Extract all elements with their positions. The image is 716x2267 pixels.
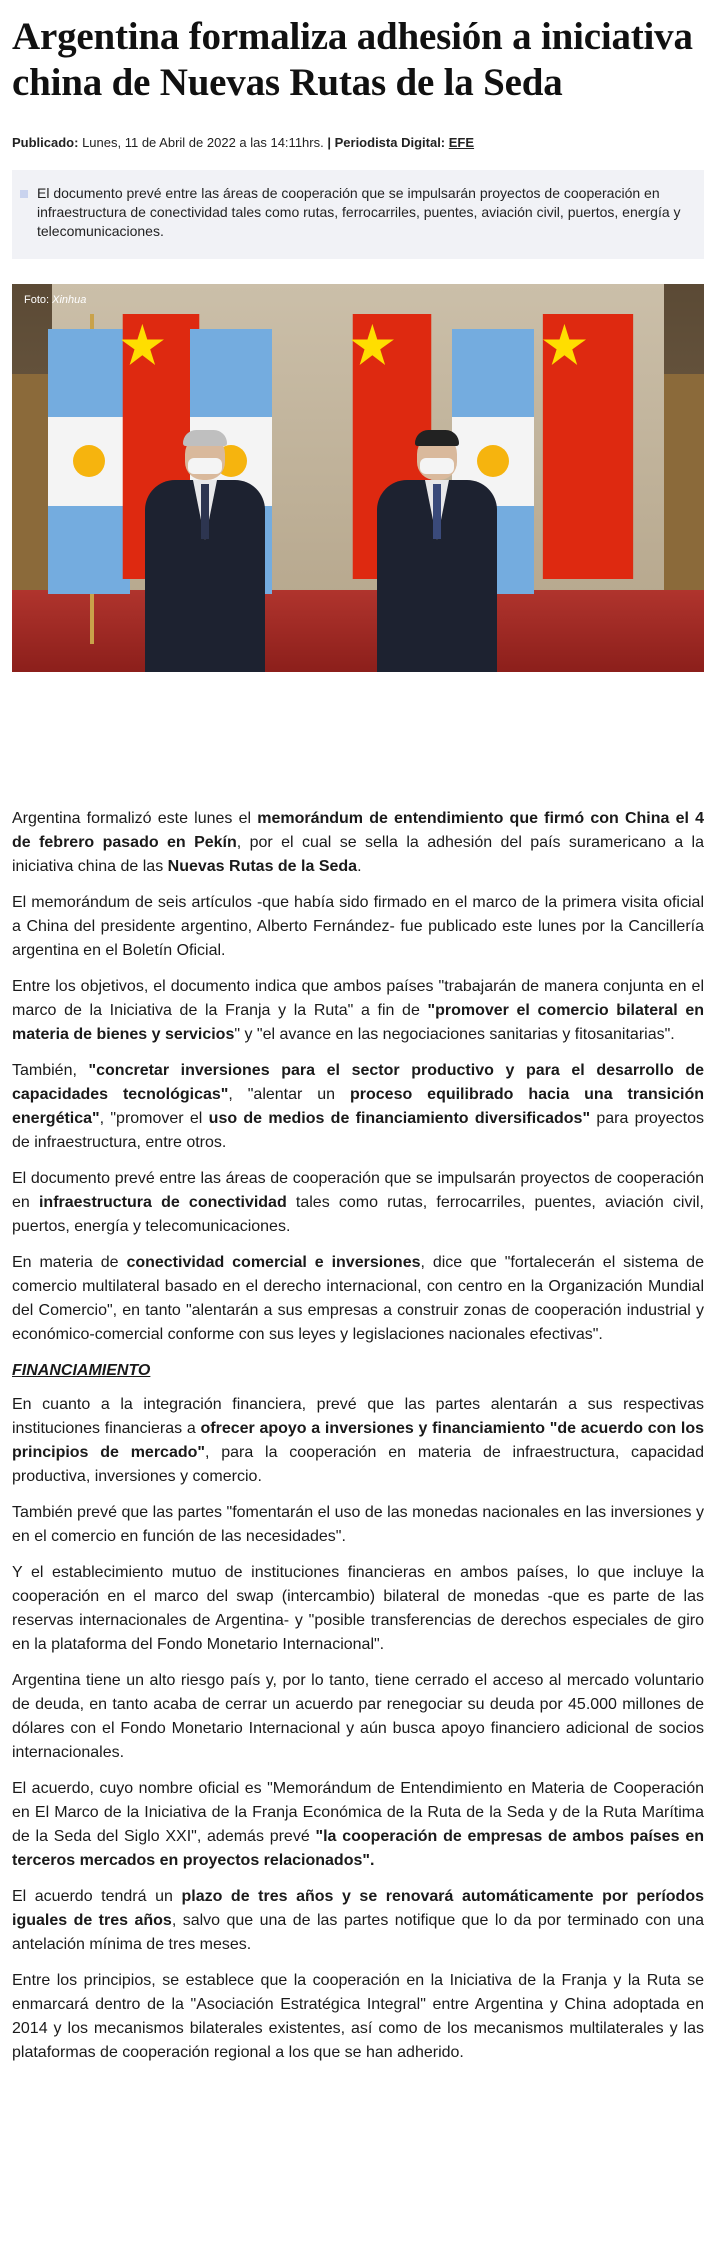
paragraph-text: El documento prevé entre las áreas de cooperación que se impulsarán proyectos de cooperación en <box>12 1170 704 1211</box>
paragraph-text: tales como rutas, ferrocarriles, puentes, aviación civil, puertos, energía y telecomunicaciones. <box>12 1194 704 1235</box>
article-paragraphs <box>12 807 704 1347</box>
china-flag-icon <box>542 314 634 579</box>
paragraph-bold-text: conectividad comercial e inversiones <box>126 1254 421 1271</box>
photo-credit-label: Foto: <box>24 294 50 306</box>
body-paragraph <box>12 1669 704 1765</box>
paragraph-text: Y el establecimiento mutuo de instituciones financieras en ambos países, lo que incluye la cooperación en el marco del swap (intercambio) bilateral de monedas -que es parte de las reservas internacionales de Argentina- y "posible transferencias de derechos especiales de giro en la plataforma del Fondo Monetario Internacional". <box>12 1564 704 1653</box>
body-paragraph <box>12 975 704 1047</box>
paragraph-bold-text: "concretar inversiones para el sector productivo y para el desarrollo de capacidades tecnológicas" <box>12 1062 704 1103</box>
published-date: Lunes, 11 de Abril de 2022 a las 14:11hrs. <box>82 135 324 150</box>
article-paragraphs-financing <box>12 1393 704 2065</box>
paragraph-bold-text: infraestructura de conectividad <box>38 1194 287 1211</box>
paragraph-text: Argentina formalizó este lunes el <box>12 810 258 827</box>
paragraph-bold-text: uso de medios de financiamiento diversificados" <box>208 1110 591 1127</box>
section-subheading: FINANCIAMIENTO <box>12 1362 151 1379</box>
paragraph-text: para proyectos de infraestructura, entre otros. <box>12 1110 705 1151</box>
body-paragraph <box>12 1885 704 1957</box>
article <box>12 0 704 2077</box>
photo-carpet <box>12 590 704 672</box>
paragraph-text: El memorándum de seis artículos -que había sido firmado en el marco de la primera visita oficial a China del presidente argentino, Alberto Fernández- fue publicado este lunes por la Cancillería argentina en el Boletín Oficial. <box>12 894 704 959</box>
published-label: Publicado: <box>12 135 79 150</box>
paragraph-text: El acuerdo, cuyo nombre oficial es "Memorándum de Entendimiento en Materia de Cooperación en El Marco de la Iniciativa de la Franja Económica de la Ruta de la Seda y de la Ruta Marítima de la Seda del Siglo XXI", además prevé <box>12 1780 704 1845</box>
person-right <box>377 434 497 672</box>
paragraph-bold-text: proceso equilibrado hacia una transición energética" <box>12 1086 704 1127</box>
paragraph-bold-text: memorándum de entendimiento que firmó con China el 4 de febrero pasado en Pekín <box>12 810 704 851</box>
body-paragraph <box>12 1777 704 1873</box>
lead-text: El documento prevé entre las áreas de cooperación que se impulsarán proyectos de cooperación en infraestructura de conectividad tales como rutas, ferrocarriles, puentes, aviación civil, puertos, energía y telecomunicaciones. <box>37 185 681 239</box>
body-paragraph <box>12 1251 704 1347</box>
paragraph-text: En materia de <box>12 1254 127 1271</box>
body-paragraph <box>12 1561 704 1657</box>
argentina-flag-icon <box>48 329 130 594</box>
paragraph-text: Entre los objetivos, el documento indica que ambos países "trabajarán de manera conjunta en el marco de la Iniciativa de la Franja y la Ruta" a fin de <box>12 978 704 1019</box>
paragraph-text: " y "el avance en las negociaciones sanitarias y fitosanitarias". <box>234 1026 675 1043</box>
paragraph-text: , salvo que una de las partes notifique que lo da por terminado con una antelación mínima de tres meses. <box>12 1912 705 1953</box>
paragraph-bold-text: "promover el comercio bilateral en materia de bienes y servicios <box>12 1002 704 1043</box>
paragraph-text: El acuerdo tendrá un <box>12 1888 182 1905</box>
paragraph-text: , para la cooperación en materia de infraestructura, capacidad productiva, inversiones y comercio. <box>12 1444 704 1485</box>
article-lead <box>12 170 704 259</box>
body-paragraph <box>12 807 704 879</box>
body-paragraph <box>12 1167 704 1239</box>
paragraph-text: Entre los principios, se establece que la cooperación en la Iniciativa de la Franja y la Ruta se enmarcará dentro de la "Asociación Estratégica Integral" entre Argentina y China adoptada en 2014 y los mecanismos bilaterales existentes, así como de los mecanismos multilaterales y las plataformas de cooperación regional a los que se han adherido. <box>12 1972 704 2061</box>
photo-credit <box>24 294 86 306</box>
paragraph-text: , dice que "fortalecerán el sistema de comercio multilateral basado en el derecho internacional, con centro en la Organización Mundial del Comercio", en tanto "alentarán a sus empresas a construir zonas de cooperación industrial y económico-comercial conforme con sus leyes y legislaciones nacionales efectivas". <box>12 1254 704 1343</box>
paragraph-bold-text: Nuevas Rutas de la Seda <box>167 858 358 875</box>
photo-screen-right <box>664 374 704 594</box>
body-paragraph <box>12 1969 704 2065</box>
photo-credit-source: Xinhua <box>52 294 87 306</box>
paragraph-text: . <box>357 858 362 875</box>
journalist-label: Periodista Digital: <box>334 135 446 150</box>
article-photo <box>12 284 704 672</box>
paragraph-text: , "alentar un <box>228 1086 350 1103</box>
paragraph-text: , por el cual se sella la adhesión del país suramericano a la iniciativa china de las <box>12 834 704 875</box>
paragraph-text: También, <box>12 1062 89 1079</box>
paragraph-bold-text: plazo de tres años y se renovará automáticamente por períodos iguales de tres años <box>12 1888 705 1929</box>
paragraph-bold-text: "la cooperación de empresas de ambos países en terceros mercados en proyectos relacionados". <box>12 1828 705 1869</box>
photo-screen-left <box>12 374 52 594</box>
meta-separator: | <box>327 135 331 150</box>
article-meta <box>12 135 704 150</box>
paragraph-text: En cuanto a la integración financiera, prevé que las partes alentarán a sus respectivas instituciones financieras a <box>12 1396 704 1437</box>
paragraph-text: , "promover el <box>99 1110 209 1127</box>
body-paragraph <box>12 1059 704 1155</box>
article-title: Argentina formaliza adhesión a iniciativa china de Nuevas Rutas de la Seda <box>12 15 693 104</box>
paragraph-text: Argentina tiene un alto riesgo país y, por lo tanto, tiene cerrado el acceso al mercado voluntario de deuda, en tanto acaba de cerrar un acuerdo par renegociar su deuda por 45.000 millones de dólares con el Fondo Monetario Internacional y aún busca apoyo financiero adicional de socios internacionales. <box>12 1672 704 1761</box>
article-body <box>12 807 704 2065</box>
paragraph-bold-text: ofrecer apoyo a inversiones y financiamiento "de acuerdo con los principios de mercado" <box>12 1420 705 1461</box>
paragraph-text: También prevé que las partes "fomentarán el uso de las monedas nacionales en las inversiones y en el comercio en función de las necesidades". <box>12 1504 704 1545</box>
body-paragraph <box>12 1393 704 1489</box>
body-paragraph <box>12 891 704 963</box>
agency-link[interactable]: EFE <box>448 135 475 150</box>
lead-bullet-icon <box>20 190 28 198</box>
body-paragraph <box>12 1501 704 1549</box>
person-left <box>145 434 265 672</box>
